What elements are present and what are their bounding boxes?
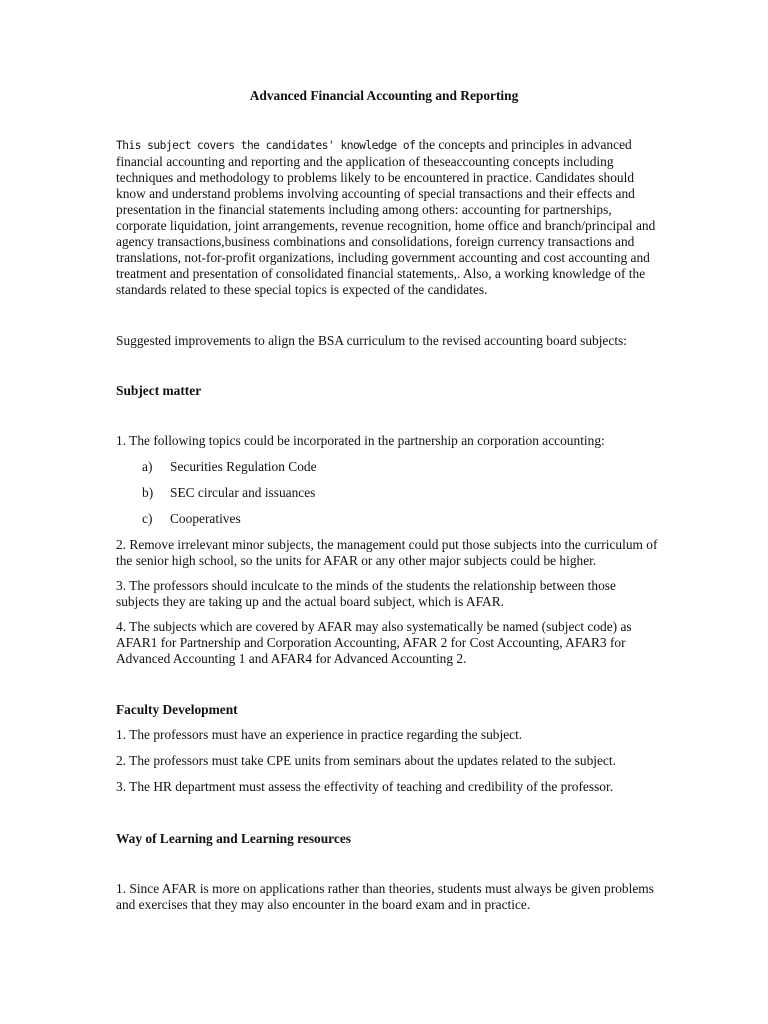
sub-item-a (142, 459, 317, 475)
learning-heading: Way of Learning and Learning resources (116, 831, 351, 846)
subject-matter-item-4: 4. The subjects which are covered by AFAR may also systematically be named (subject code) as AFAR1 for Partnership and Corporation Accounting, AFAR 2 for Cost Accounting, AFAR3 for Advanced Accounting 1 and AFAR4 for Advanced Accounting 2. (116, 619, 632, 666)
sub-item-text: SEC circular and issuances (170, 485, 316, 500)
sub-item-text: Cooperatives (170, 511, 241, 526)
sub-item-marker: c) (142, 511, 153, 526)
faculty-item-2: 2. The professors must take CPE units from seminars about the updates related to the subject. (116, 753, 616, 768)
sub-item-marker: b) (142, 485, 154, 500)
sub-item-b (142, 485, 315, 501)
faculty-item-1: 1. The professors must have an experience in practice regarding the subject. (116, 727, 523, 742)
intro-paragraph (116, 137, 656, 298)
learning-item-1: 1. Since AFAR is more on applications rather than theories, students must always be given problems and exercises that they may also encounter in the board exam and in practice. (116, 881, 654, 912)
intro-body: the concepts and principles in advanced financial accounting and reporting and the application of theseaccounting concepts including techniques and methodology to problems likely to be encountered in practice. Candidates should know and understand problems involving accounting of special transactions and their effects and presentation in the financial statements including among others: accounting for partnerships, corporate liquidation, joint arrangements, revenue recognition, home office and branch/principal and agency transactions,business combinations and consolidations, foreign currency transactions and translations, not-for-profit organizations, including government accounting and cost accounting and treatment and presentation of consolidated financial statements,. Also, a working knowledge of the standards related to these special topics is expected of the candidates. (116, 137, 656, 297)
subject-matter-item-2: 2. Remove irrelevant minor subjects, the management could put those subjects into the curriculum of the senior high school, so the units for AFAR or any other major subjects could be higher. (116, 537, 658, 568)
subject-matter-item-1: 1. The following topics could be incorporated in the partnership an corporation accounting: (116, 433, 605, 448)
sub-item-marker: a) (142, 459, 153, 474)
subject-matter-heading: Subject matter (116, 383, 202, 398)
intro-lead: This subject covers the candidates' knowledge of (116, 139, 416, 152)
faculty-item-3: 3. The HR department must assess the effectivity of teaching and credibility of the professor. (116, 779, 614, 794)
suggestion-paragraph: Suggested improvements to align the BSA curriculum to the revised accounting board subjects: (116, 333, 627, 348)
document-title: Advanced Financial Accounting and Reporting (249, 88, 519, 103)
subject-matter-item-3: 3. The professors should inculcate to the minds of the students the relationship between those subjects they are taking up and the actual board subject, which is AFAR. (116, 578, 616, 609)
sub-item-c (142, 511, 241, 527)
sub-item-text: Securities Regulation Code (170, 459, 317, 474)
faculty-heading: Faculty Development (116, 702, 238, 717)
